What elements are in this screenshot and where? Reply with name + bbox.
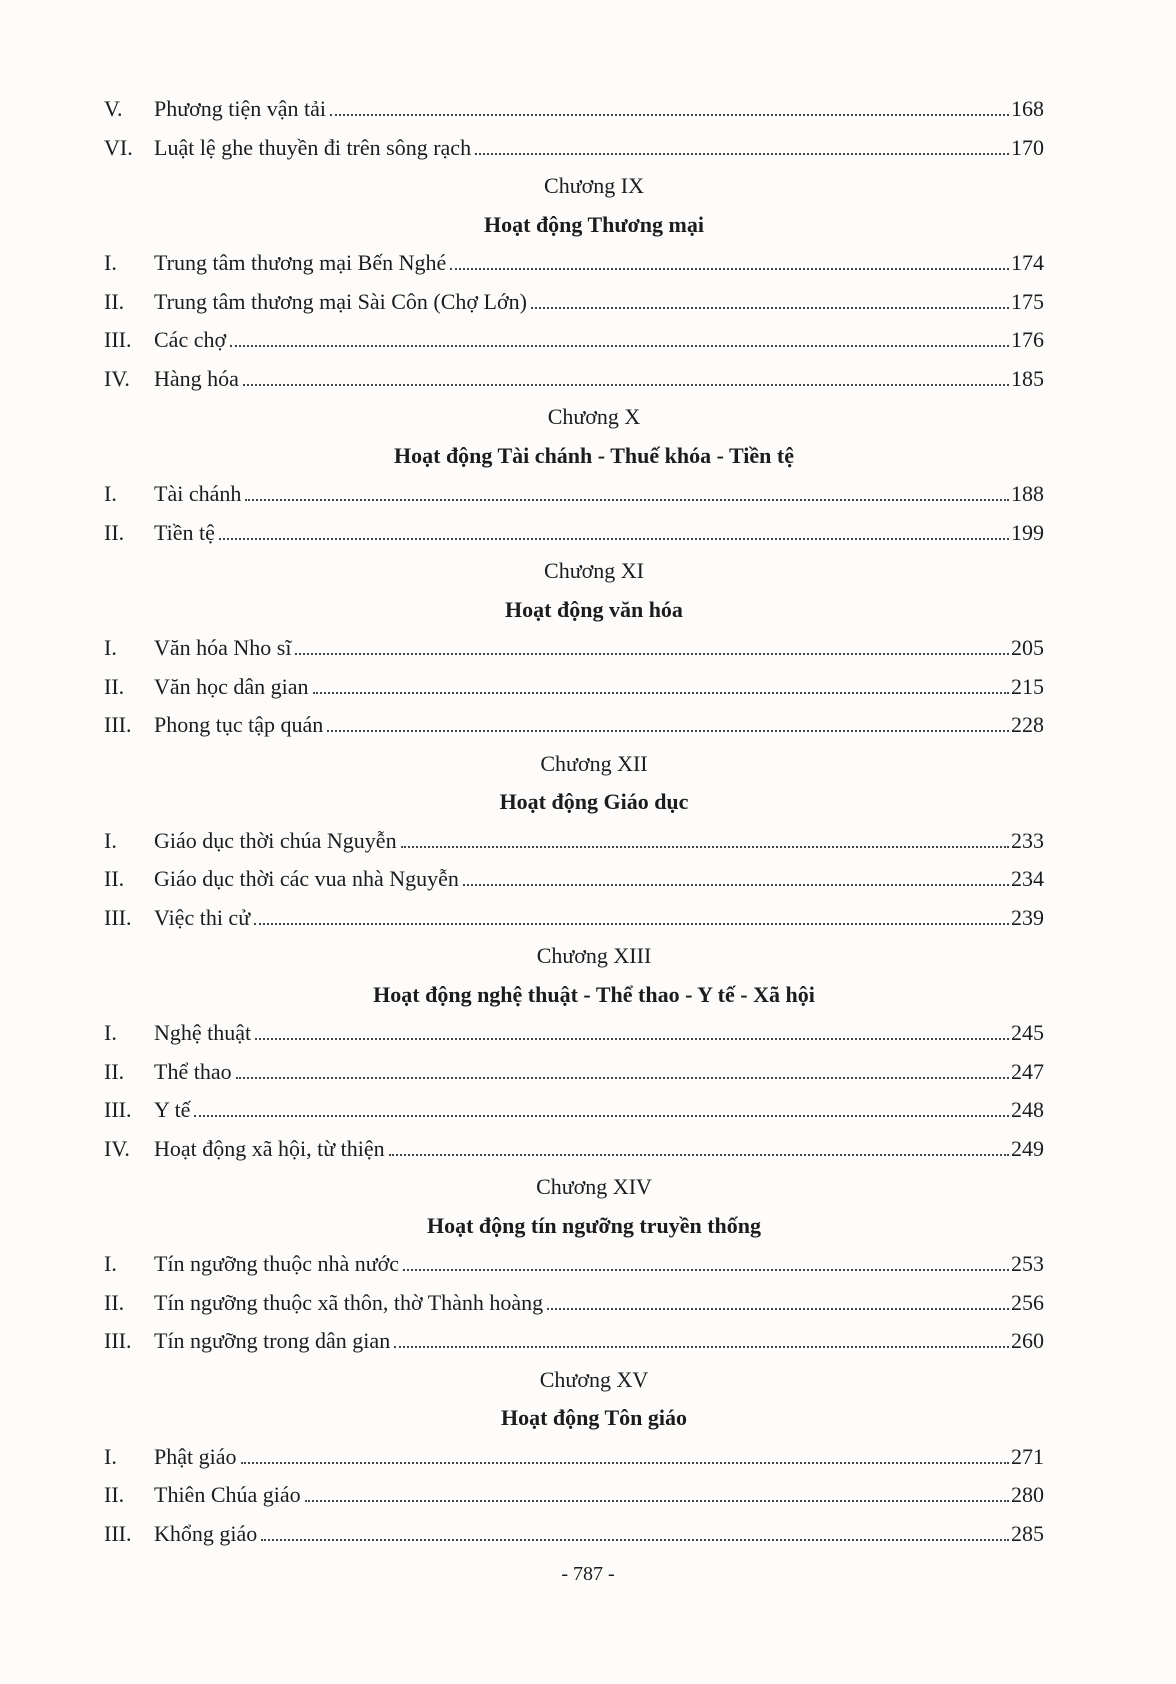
entry-title: Văn học dân gian <box>154 673 309 699</box>
entry-page-number: 260 <box>1011 1328 1044 1353</box>
chapter-label: Chương IX <box>544 173 644 198</box>
entry-number: I. <box>104 827 117 853</box>
dot-leader <box>243 384 1009 386</box>
toc-entry <box>104 321 1044 360</box>
entry-page-number: 248 <box>1011 1097 1044 1122</box>
dot-leader <box>305 1500 1009 1502</box>
entry-number: IV. <box>104 365 130 391</box>
toc-entry <box>104 629 1044 668</box>
entry-title: Phương tiện vận tải <box>154 96 327 121</box>
dot-leader <box>255 1038 1009 1040</box>
entry-page-number: 253 <box>1011 1251 1044 1276</box>
toc-entry <box>104 1284 1044 1323</box>
entry-number: III. <box>104 904 132 930</box>
toc-entry <box>104 1014 1044 1053</box>
toc-entry <box>104 360 1044 399</box>
toc-entry <box>104 706 1044 745</box>
entry-page-number: 256 <box>1011 1289 1044 1315</box>
entry-number: III. <box>104 712 132 737</box>
dot-leader <box>230 345 1009 347</box>
toc-entry <box>104 860 1044 899</box>
entry-number: II. <box>104 519 125 545</box>
dot-leader <box>327 730 1009 732</box>
toc-entry <box>104 129 1044 168</box>
dot-leader <box>547 1308 1009 1310</box>
dot-leader <box>389 1154 1009 1156</box>
toc-entry <box>104 822 1044 861</box>
dot-leader <box>295 653 1009 655</box>
entry-number: III. <box>104 1097 132 1122</box>
toc-entry <box>104 668 1044 707</box>
entry-page-number: 247 <box>1011 1058 1044 1084</box>
dot-leader <box>313 692 1009 694</box>
chapter-title: Hoạt động Thương mại <box>484 211 704 237</box>
dot-leader <box>236 1077 1009 1079</box>
entry-page-number: 249 <box>1011 1135 1044 1161</box>
page-number: - 787 - <box>561 1563 615 1585</box>
entry-title: Phật giáo <box>154 1443 237 1469</box>
entry-number: II. <box>104 1289 125 1315</box>
entry-title: Thể thao <box>154 1058 232 1084</box>
chapter-label: Chương XIV <box>536 1174 652 1199</box>
entry-page-number: 228 <box>1011 712 1044 737</box>
entry-title: Giáo dục thời các vua nhà Nguyễn <box>154 866 459 891</box>
chapter-title: Hoạt động Tôn giáo <box>500 1405 688 1430</box>
entry-number: I. <box>104 635 117 660</box>
table-of-contents <box>104 90 1044 1553</box>
entry-page-number: 168 <box>1011 96 1044 121</box>
entry-page-number: 280 <box>1011 1482 1044 1507</box>
entry-title: Văn hóa Nho sĩ <box>154 635 292 660</box>
entry-page-number: 245 <box>1011 1020 1044 1045</box>
entry-title: Trung tâm thương mại Sài Côn (Chợ Lớn) <box>154 288 527 314</box>
entry-number: I. <box>104 1251 117 1276</box>
dot-leader <box>219 538 1009 540</box>
entry-number: I. <box>104 1020 117 1045</box>
entry-page-number: 188 <box>1011 481 1044 506</box>
entry-page-number: 233 <box>1011 827 1044 853</box>
toc-entry <box>104 1515 1044 1554</box>
toc-entry <box>104 1438 1044 1477</box>
entry-number: III. <box>104 1328 132 1353</box>
entry-number: IV. <box>104 1135 130 1161</box>
entry-page-number: 205 <box>1011 635 1044 660</box>
entry-number: II. <box>104 1058 125 1084</box>
entry-title: Tài chánh <box>154 481 242 506</box>
entry-page-number: 285 <box>1011 1520 1044 1546</box>
entry-title: Hàng hóa <box>154 365 239 391</box>
entry-title: Tín ngưỡng trong dân gian <box>154 1328 391 1353</box>
toc-entry <box>104 1322 1044 1361</box>
dot-leader <box>241 1462 1010 1464</box>
toc-entry <box>104 1053 1044 1092</box>
dot-leader <box>463 884 1009 886</box>
chapter-title: Hoạt động Giáo dục <box>499 789 689 814</box>
entry-title: Tín ngưỡng thuộc xã thôn, thờ Thành hoàng <box>154 1289 544 1315</box>
entry-number: III. <box>104 327 132 352</box>
entry-number: II. <box>104 1482 125 1507</box>
chapter-label: Chương X <box>547 404 641 429</box>
dot-leader <box>261 1539 1009 1541</box>
entry-title: Việc thi cử <box>154 904 251 930</box>
toc-entry <box>104 244 1044 283</box>
entry-title: Tiền tệ <box>154 519 215 545</box>
chapter-title: Hoạt động tín ngưỡng truyền thống <box>426 1212 762 1238</box>
entry-number: VI. <box>104 134 133 160</box>
entry-number: I. <box>104 250 117 275</box>
entry-title: Giáo dục thời chúa Nguyễn <box>154 827 397 853</box>
dot-leader <box>531 307 1009 309</box>
entry-title: Phong tục tập quán <box>154 712 324 737</box>
entry-page-number: 170 <box>1011 134 1044 160</box>
entry-page-number: 199 <box>1011 519 1044 545</box>
entry-title: Luật lệ ghe thuyền đi trên sông rạch <box>154 134 472 160</box>
entry-title: Tín ngưỡng thuộc nhà nước <box>154 1251 400 1276</box>
entry-number: V. <box>104 96 123 121</box>
entry-number: II. <box>104 288 125 314</box>
toc-entry <box>104 283 1044 322</box>
dot-leader <box>194 1115 1009 1117</box>
entry-page-number: 234 <box>1011 866 1044 891</box>
entry-page-number: 239 <box>1011 904 1044 930</box>
entry-page-number: 175 <box>1011 288 1044 314</box>
entry-number: I. <box>104 1443 117 1469</box>
toc-entry <box>104 1130 1044 1169</box>
entry-title: Thiên Chúa giáo <box>154 1482 301 1507</box>
dot-leader <box>401 846 1009 848</box>
toc-entry <box>104 1476 1044 1515</box>
entry-page-number: 271 <box>1011 1443 1044 1469</box>
entry-number: III. <box>104 1520 132 1546</box>
entry-number: I. <box>104 481 117 506</box>
chapter-label: Chương XI <box>544 558 644 583</box>
dot-leader <box>450 268 1009 270</box>
toc-entry <box>104 899 1044 938</box>
toc-entry <box>104 514 1044 553</box>
entry-title: Nghệ thuật <box>154 1020 252 1045</box>
chapter-title: Hoạt động Tài chánh - Thuế khóa - Tiền tệ <box>394 442 794 468</box>
entry-title: Trung tâm thương mại Bến Nghé <box>154 250 447 275</box>
toc-entry <box>104 1091 1044 1130</box>
dot-leader <box>254 923 1009 925</box>
chapter-label: Chương XII <box>540 750 648 776</box>
entry-title: Khổng giáo <box>154 1520 258 1546</box>
entry-number: II. <box>104 866 125 891</box>
dot-leader <box>330 114 1009 116</box>
chapter-label: Chương XV <box>539 1366 649 1392</box>
toc-entry <box>104 475 1044 514</box>
entry-page-number: 176 <box>1011 327 1044 352</box>
entry-number: II. <box>104 673 125 699</box>
toc-entry <box>104 90 1044 129</box>
dot-leader <box>245 499 1009 501</box>
entry-title: Hoạt động xã hội, từ thiện <box>154 1135 385 1161</box>
entry-page-number: 215 <box>1011 673 1044 699</box>
dot-leader <box>475 153 1009 155</box>
chapter-title: Hoạt động nghệ thuật - Thể thao - Y tế - Xã hội <box>373 981 815 1007</box>
entry-page-number: 185 <box>1011 365 1044 391</box>
chapter-label: Chương XIII <box>536 943 652 968</box>
dot-leader <box>403 1269 1009 1271</box>
chapter-title: Hoạt động văn hóa <box>505 596 683 622</box>
entry-title: Y tế <box>154 1097 191 1122</box>
entry-page-number: 174 <box>1011 250 1044 275</box>
entry-title: Các chợ <box>154 327 227 352</box>
dot-leader <box>394 1346 1009 1348</box>
toc-entry <box>104 1245 1044 1284</box>
